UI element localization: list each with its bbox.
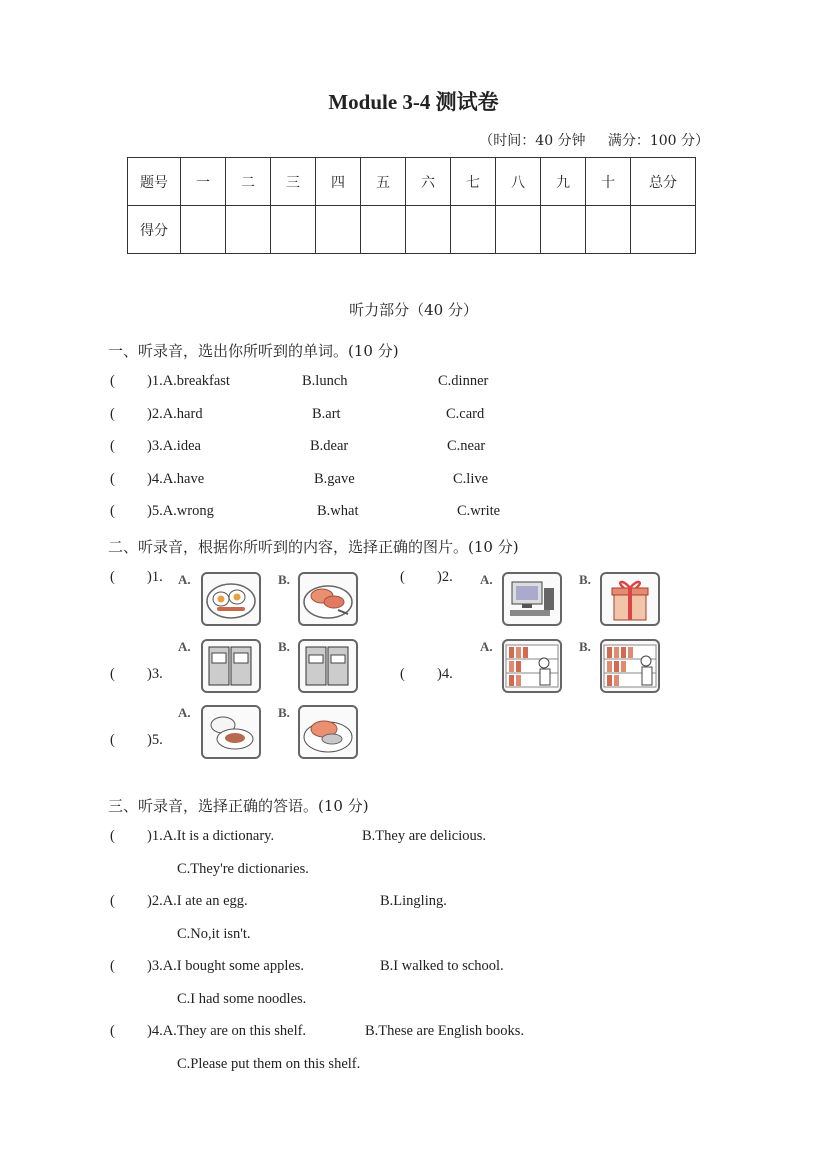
picture-question-number: )5.: [147, 732, 163, 748]
score-table-header-row: [128, 158, 696, 206]
option-label-b: B.: [579, 572, 591, 587]
science-books-image: [201, 639, 261, 693]
col-3: 三: [271, 158, 316, 206]
bookshelf-image-a: [502, 639, 562, 693]
answer-paren: (: [110, 893, 115, 909]
bread-meal-image: [298, 705, 358, 759]
question-option-b: B.lunch: [302, 373, 348, 389]
answer-paren: (: [110, 958, 115, 974]
picture-question-number: )1.: [147, 569, 163, 585]
col-7: 七: [451, 158, 496, 206]
question-option-a: )5.A.wrong: [147, 503, 214, 519]
score-cell[interactable]: [406, 206, 451, 254]
col-total: 总分: [631, 158, 696, 206]
option-label-a: A.: [178, 705, 191, 720]
answer-paren: (: [400, 666, 405, 682]
col-4: 四: [316, 158, 361, 206]
score-cell[interactable]: [226, 206, 271, 254]
question-option-c: C.live: [453, 471, 489, 487]
time-limit: （时间：40 分钟: [479, 133, 586, 149]
page-title: Module 3-4 测试卷: [328, 90, 499, 114]
meat-plate-image: [298, 572, 358, 626]
section1-title: 一、听录音，选出你所听到的单词。(10 分): [108, 342, 399, 360]
option-label-a: A.: [480, 639, 493, 654]
section3-title: 三、听录音，选择正确的答语。(10 分): [108, 797, 369, 815]
exam-meta: [479, 130, 709, 150]
row-header-score: 得分: [128, 206, 181, 254]
gift-box-image: [600, 572, 660, 626]
col-8: 八: [496, 158, 541, 206]
question-option-c: C.near: [447, 438, 486, 454]
full-score: 满分：100 分）: [607, 133, 709, 149]
bookshelf-image-b: [600, 639, 660, 693]
answer-paren: (: [110, 503, 115, 519]
score-cell[interactable]: [451, 206, 496, 254]
score-cell[interactable]: [361, 206, 406, 254]
question-option-a: )4.A.have: [147, 471, 205, 487]
col-10: 十: [586, 158, 631, 206]
score-cell[interactable]: [181, 206, 226, 254]
col-9: 九: [541, 158, 586, 206]
breakfast-plate-image: [201, 572, 261, 626]
question-option-a: )2.A.hard: [147, 406, 203, 422]
picture-question-number: )3.: [147, 666, 163, 682]
question-option-c: C.write: [457, 503, 501, 519]
question-option-a: )3.A.idea: [147, 438, 201, 454]
answer-paren: (: [110, 373, 115, 389]
rice-meal-image: [201, 705, 261, 759]
option-label-b: B.: [278, 705, 290, 720]
english-books-image: [298, 639, 358, 693]
score-cell[interactable]: [586, 206, 631, 254]
response-option-a: )1.A.It is a dictionary.: [147, 828, 275, 844]
response-option-a: )2.A.I ate an egg.: [147, 893, 248, 909]
computer-image: [502, 572, 562, 626]
answer-paren: (: [110, 438, 115, 454]
response-option-b: B.They are delicious.: [362, 828, 487, 844]
score-table: [127, 157, 696, 254]
option-label-b: B.: [278, 639, 290, 654]
response-option-c: C.I had some noodles.: [177, 991, 307, 1007]
question-option-b: B.art: [312, 406, 341, 422]
option-label-a: A.: [480, 572, 493, 587]
score-table-score-row: [128, 206, 696, 254]
answer-paren: (: [110, 828, 115, 844]
question-option-b: B.dear: [310, 438, 349, 454]
option-label-b: B.: [278, 572, 290, 587]
col-5: 五: [361, 158, 406, 206]
picture-question-number: )2.: [437, 569, 453, 585]
response-option-b: B.I walked to school.: [380, 958, 504, 974]
listening-section-title: 听力部分（40 分）: [349, 301, 478, 319]
option-label-b: B.: [579, 639, 591, 654]
response-option-a: )4.A.They are on this shelf.: [147, 1023, 307, 1039]
question-option-b: B.gave: [314, 471, 355, 487]
answer-paren: (: [400, 569, 405, 585]
score-cell[interactable]: [541, 206, 586, 254]
score-cell[interactable]: [316, 206, 361, 254]
option-label-a: A.: [178, 572, 191, 587]
answer-paren: (: [110, 732, 115, 748]
response-option-a: )3.A.I bought some apples.: [147, 958, 305, 974]
response-option-c: C.No,it isn't.: [177, 926, 251, 942]
option-label-a: A.: [178, 639, 191, 654]
response-option-b: B.These are English books.: [365, 1023, 525, 1039]
answer-paren: (: [110, 471, 115, 487]
row-header-question: 题号: [128, 158, 181, 206]
answer-paren: (: [110, 406, 115, 422]
score-cell[interactable]: [496, 206, 541, 254]
score-cell[interactable]: [271, 206, 316, 254]
col-2: 二: [226, 158, 271, 206]
question-option-c: C.card: [446, 406, 485, 422]
score-cell[interactable]: [631, 206, 696, 254]
picture-question-number: )4.: [437, 666, 453, 682]
response-option-b: B.Lingling.: [380, 893, 447, 909]
question-option-c: C.dinner: [438, 373, 489, 389]
response-option-c: C.They're dictionaries.: [177, 861, 309, 877]
question-option-b: B.what: [317, 503, 359, 519]
response-option-c: C.Please put them on this shelf.: [177, 1056, 361, 1072]
question-option-a: )1.A.breakfast: [147, 373, 230, 389]
col-1: 一: [181, 158, 226, 206]
answer-paren: (: [110, 1023, 115, 1039]
col-6: 六: [406, 158, 451, 206]
answer-paren: (: [110, 666, 115, 682]
section2-title: 二、听录音，根据你所听到的内容，选择正确的图片。(10 分): [108, 538, 519, 556]
answer-paren: (: [110, 569, 115, 585]
